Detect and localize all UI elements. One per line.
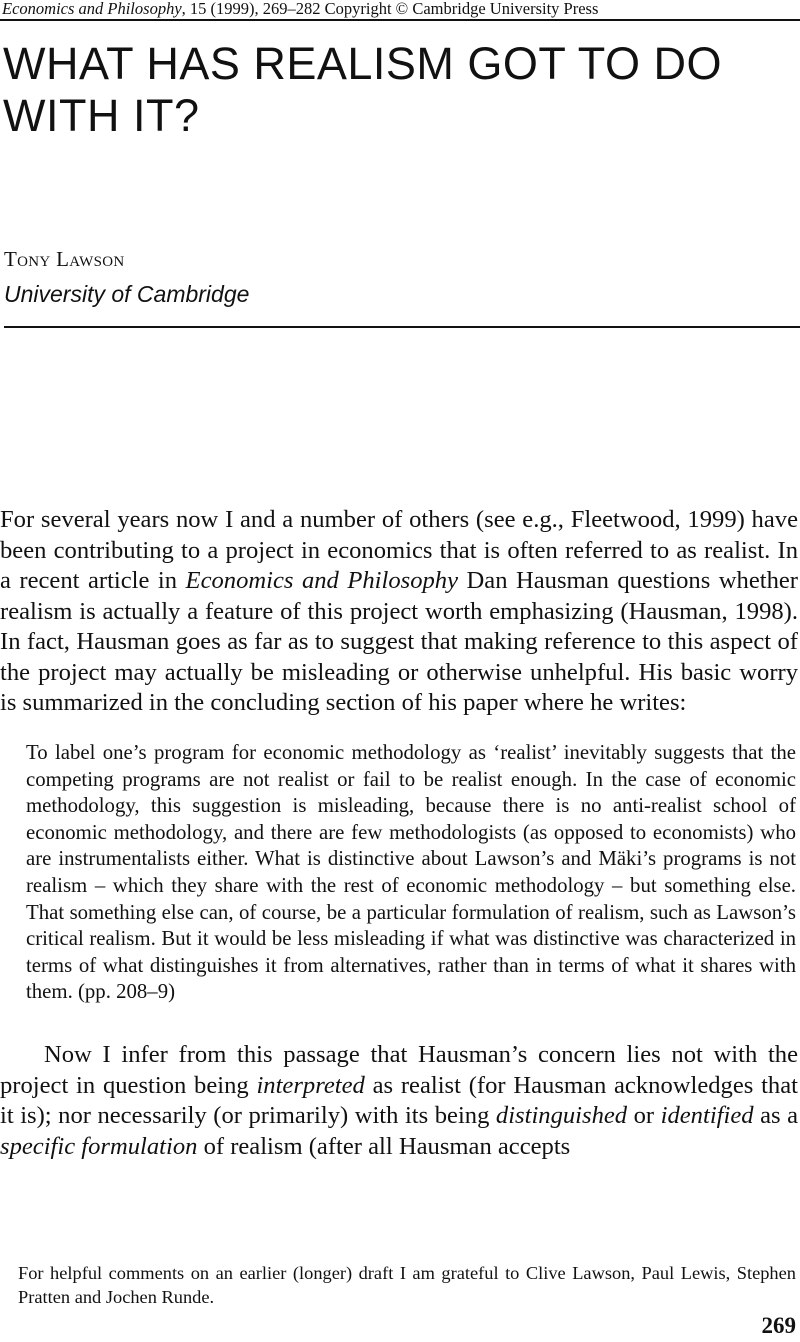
paragraph-1-text-a: For several years now I and a number of others (see e.g., Fleetwood, 1999) have been contributing to a project in economics that is often referred to as realist. In a recent article in: [0, 506, 798, 594]
paragraph-2-emphasis-interpreted: interpreted: [256, 1071, 365, 1099]
block-quote: To label one’s program for economic methodology as ‘realist’ inevitably suggests that the competing programs are not realist or fail to be realist enough. In the case of economic methodology, this suggestion is misleading, because there is no anti-realist school of economic methodology, and there are few methodologists (as opposed to economists) who are instrumentalists either. What is distinctive about Lawson’s and Mäki’s programs is not realism – which they share with the rest of economic methodology – but something else. That something else can, of course, be a particular formulation of realism, such as Lawson’s critical realism. But it would be less misleading if what was distinctive was characterized in terms of what distinguishes it from alternatives, rather than in terms of what it shares with them. (pp. 208–9): [26, 741, 796, 1004]
paragraph-2-text-1: Now I infer from this passage that Hausman’s concern lies not with the project in question being: [0, 1041, 798, 1099]
paragraph-2-emphasis-identified: identified: [660, 1102, 754, 1129]
paragraph-2-emphasis-distinguished: distinguished: [495, 1102, 628, 1129]
acknowledgement-footnote: For helpful comments on an earlier (longer) draft I am grateful to Clive Lawson, Paul Lewis, Stephen Pratten and Jochen Runde.: [18, 1263, 796, 1307]
running-head-journal: Economics and Philosophy: [2, 0, 182, 18]
page-number: 269: [761, 1313, 796, 1338]
top-rule: [0, 19, 800, 21]
paragraph-2-emphasis-specific-formulation: specific formulation: [0, 1132, 198, 1160]
header-rule: [4, 326, 800, 328]
article-title: WHAT HAS REALISM GOT TO DO WITH IT?: [3, 38, 722, 141]
body-paragraph-2: [0, 1040, 798, 1162]
paragraph-2-text-4: as a: [753, 1102, 798, 1129]
paragraph-1-text-b: Dan Hausman questions whether realism is actually a feature of this project worth emphasizing (Hausman, 1998). In fact, Hausman goes as far as to suggest that making reference to this aspect of the project may actually be misleading or otherwise unhelpful. His basic worry is summarized in the concluding section of his paper where he writes:: [0, 567, 798, 716]
running-head-citation: , 15 (1999), 269–282 Copyright © Cambridge University Press: [181, 0, 599, 18]
author-name: Tony Lawson: [4, 247, 125, 271]
paragraph-2-text-5: of realism (after all Hausman accepts: [197, 1132, 571, 1160]
paragraph-2-text-3: or: [627, 1102, 661, 1129]
paragraph-2-text-2: as realist (for Hausman acknowledges that it is); nor necessarily (or primarily) with its being: [0, 1071, 798, 1129]
paragraph-1-journal-title: Economics and Philosophy: [185, 567, 459, 594]
body-paragraph-1: [0, 505, 798, 719]
running-head: [2, 0, 798, 18]
author-affiliation: University of Cambridge: [4, 281, 250, 307]
